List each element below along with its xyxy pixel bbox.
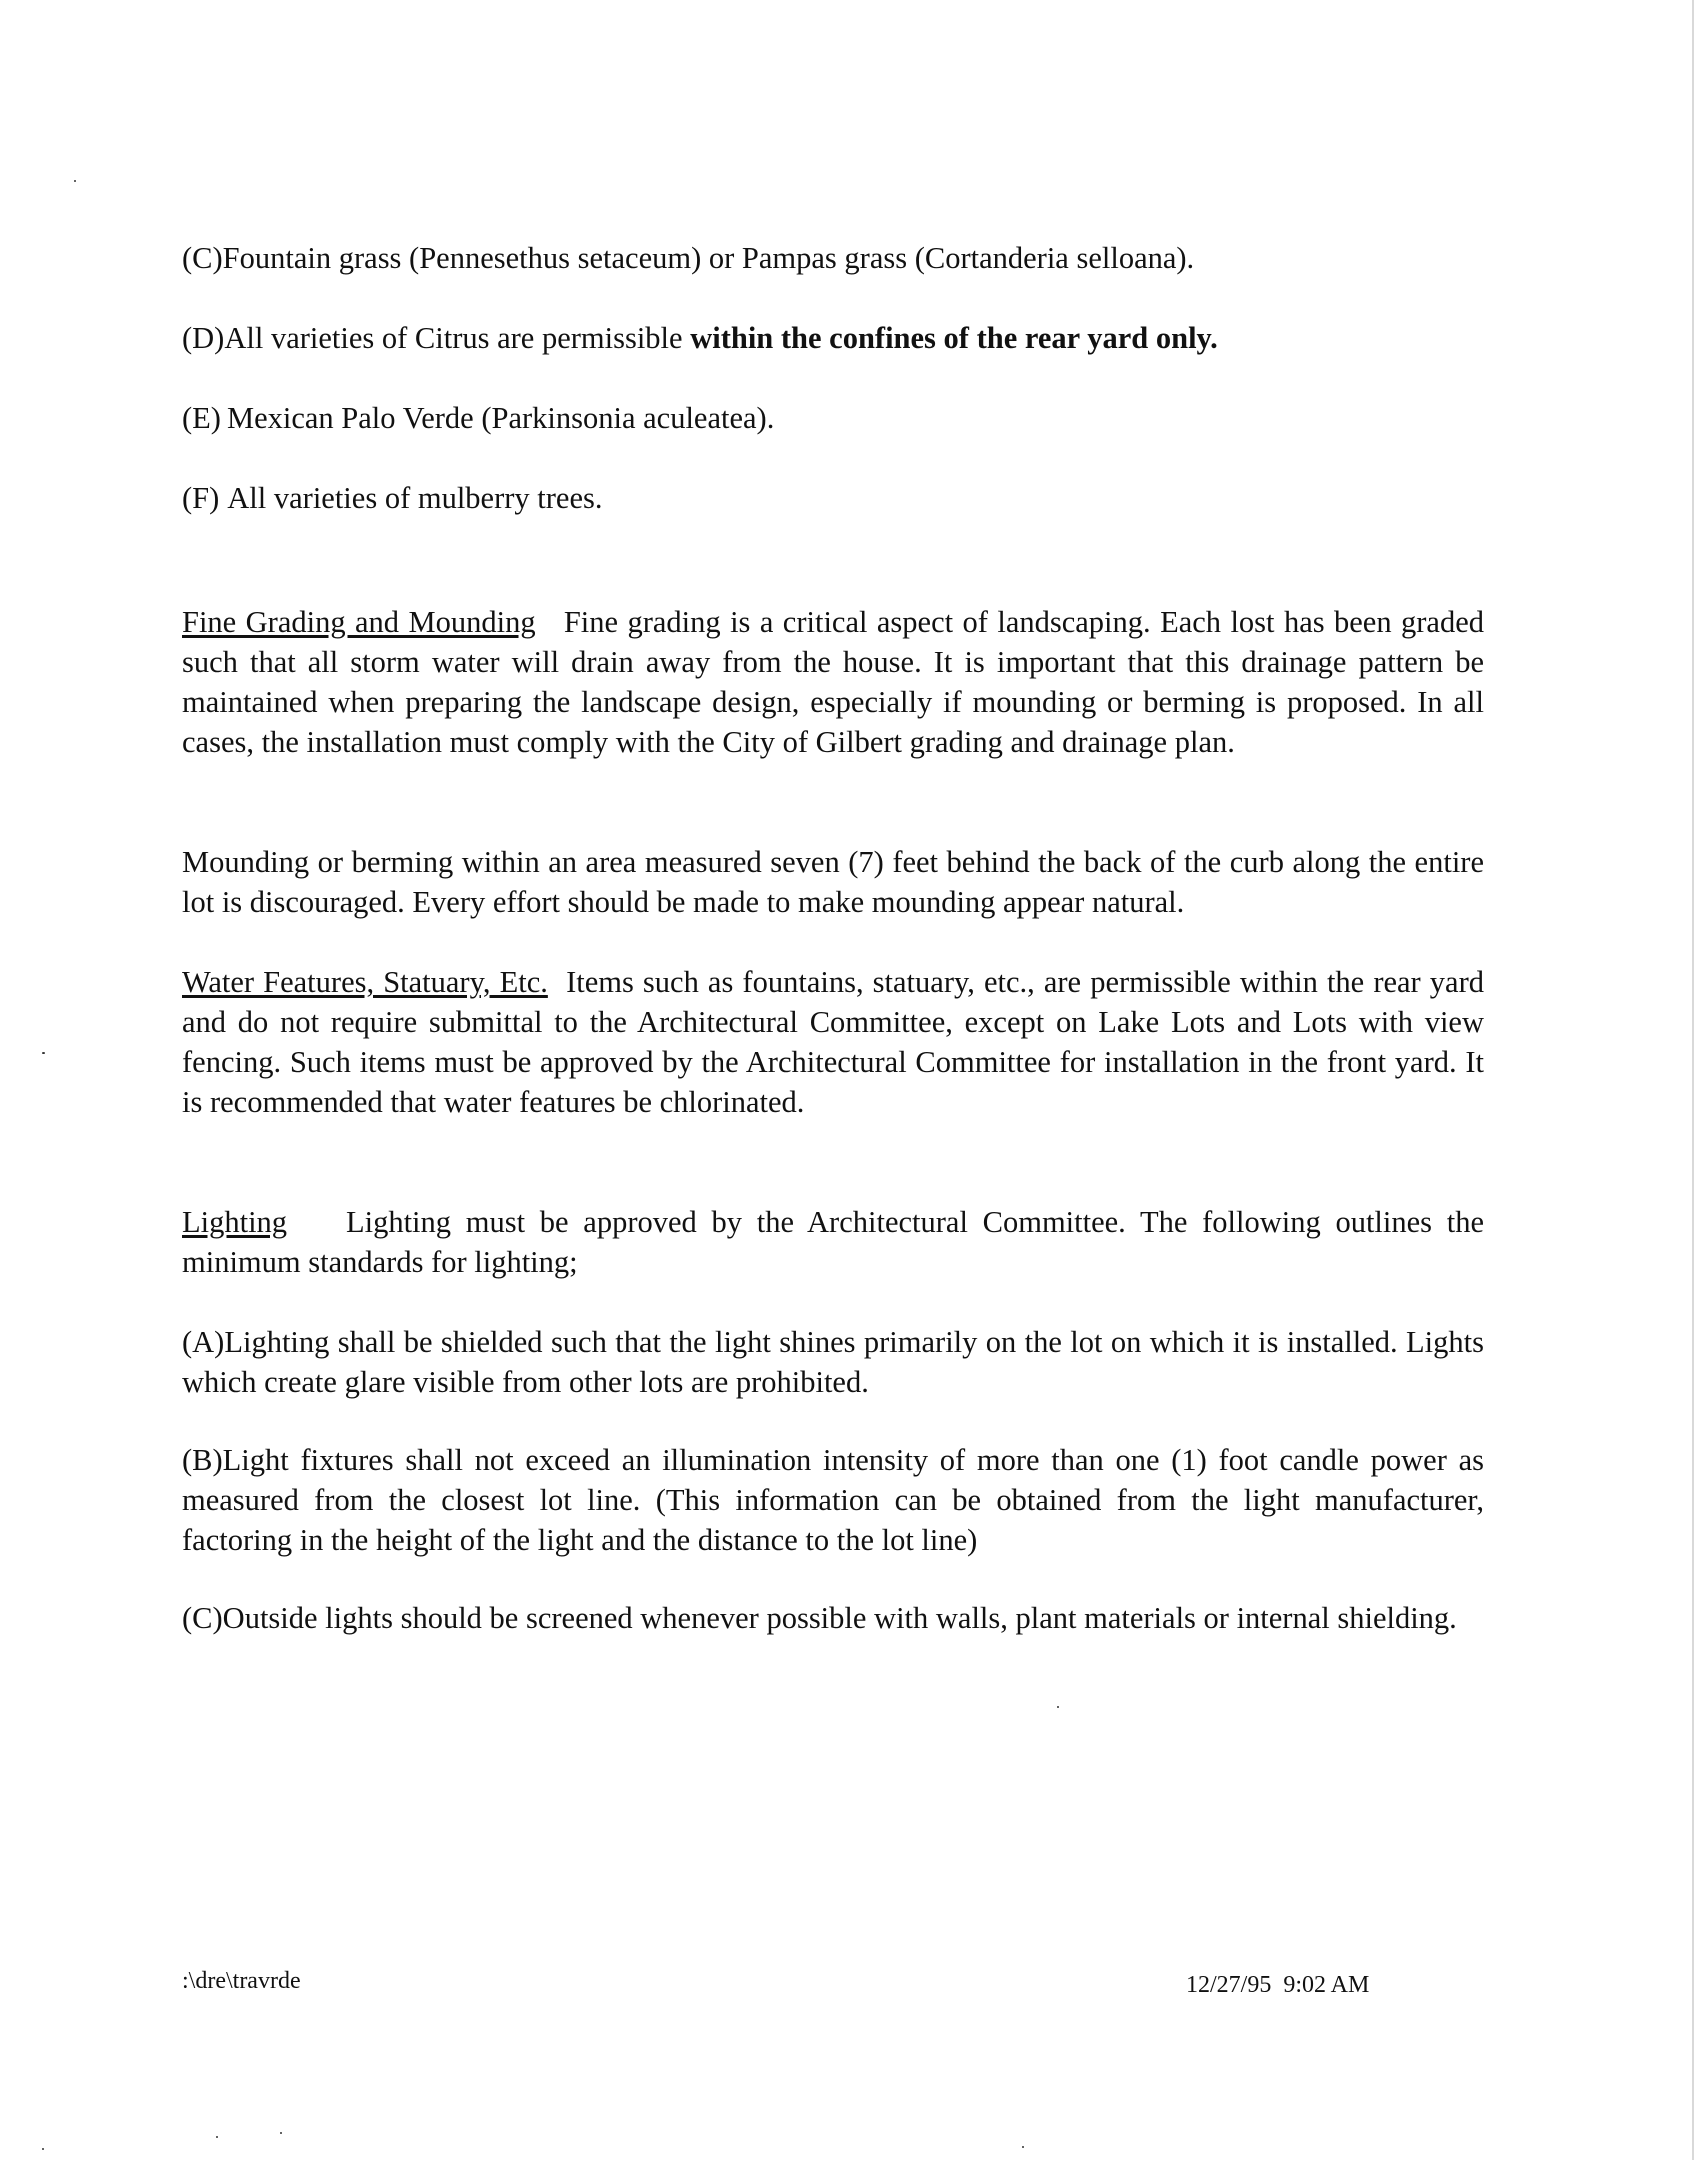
lighting-heading: Lighting bbox=[182, 1205, 288, 1239]
list-text: Mexican Palo Verde (Parkinsonia aculeatea). bbox=[226, 401, 775, 435]
scan-speck bbox=[216, 2136, 218, 2138]
list-text: Outside lights should be screened whenever possible with walls, plant materials or internal shielding. bbox=[222, 1601, 1457, 1635]
grading-heading: Fine Grading and Mounding bbox=[182, 605, 536, 639]
list-text-bold: within the confines of the rear yard only. bbox=[690, 321, 1218, 355]
water-heading: Water Features, Statuary, Etc. bbox=[182, 965, 548, 999]
list-label: (E) bbox=[182, 401, 221, 435]
list-item-f bbox=[182, 478, 1484, 518]
water-paragraph bbox=[182, 962, 1484, 1122]
list-label: (B) bbox=[182, 1443, 223, 1477]
list-text: Light fixtures shall not exceed an illumination intensity of more than one (1) foot candle power as measured from the closest lot line. (This information can be obtained from the light manufacturer, factoring in the height of the light and the distance to the lot line) bbox=[182, 1443, 1484, 1557]
list-label: (F) bbox=[182, 481, 220, 515]
lighting-item-a bbox=[182, 1322, 1484, 1402]
list-label: (C) bbox=[182, 1601, 223, 1635]
list-item-c bbox=[182, 238, 1484, 278]
scan-speck bbox=[42, 2148, 44, 2150]
lighting-body: Lighting must be approved by the Architectural Committee. The following outlines the minimum standards for lighting; bbox=[182, 1205, 1485, 1279]
lighting-paragraph bbox=[182, 1202, 1484, 1282]
list-text bbox=[224, 318, 1217, 358]
list-item-d bbox=[182, 318, 1484, 358]
footer-datetime: 12/27/95 9:02 AM bbox=[1186, 1972, 1370, 1998]
lighting-item-c bbox=[182, 1598, 1484, 1638]
scan-speck bbox=[280, 2132, 282, 2134]
list-text: Lighting shall be shielded such that the light shines primarily on the lot on which it is installed. Lights which create glare visible from other lots are prohibited. bbox=[182, 1325, 1484, 1399]
lighting-item-b bbox=[182, 1440, 1484, 1560]
scan-speck bbox=[42, 1052, 45, 1054]
list-label: (C) bbox=[182, 241, 223, 275]
list-text: Fountain grass (Pennesethus setaceum) or Pampas grass (Cortanderia selloana). bbox=[222, 241, 1195, 275]
scan-edge bbox=[1692, 0, 1694, 2160]
grading-paragraph bbox=[182, 602, 1484, 762]
list-label: (D) bbox=[182, 321, 225, 355]
list-label: (A) bbox=[182, 1325, 225, 1359]
footer-path: :\dre\travrde bbox=[182, 1968, 301, 1994]
list-text: All varieties of mulberry trees. bbox=[227, 481, 603, 515]
list-text-plain: All varieties of Citrus are permissible bbox=[224, 321, 691, 355]
scan-speck bbox=[1022, 2146, 1024, 2148]
scan-speck bbox=[74, 180, 76, 182]
mounding-body: Mounding or berming within an area measured seven (7) feet behind the back of the curb along the entire lot is discouraged. Every effort should be made to make mounding appear natural. bbox=[182, 845, 1484, 919]
mounding-paragraph bbox=[182, 842, 1484, 922]
scan-speck bbox=[1057, 1706, 1059, 1708]
list-item-e bbox=[182, 398, 1484, 438]
grading-body: Fine grading is a critical aspect of landscaping. Each lost has been graded such that all storm water will drain away from the house. It is important that this drainage pattern be maintained when preparing the landscape design, especially if mounding or berming is proposed. In all cases, the installation must comply with the City of Gilbert grading and drainage plan. bbox=[182, 605, 1484, 759]
water-body: Items such as fountains, statuary, etc., are permissible within the rear yard and do not require submittal to the Architectural Committee, except on Lake Lots and Lots with view fencing. Such items must be approved by the Architectural Committee for installation in the front yard. It is recommended that water features be chlorinated. bbox=[182, 965, 1484, 1119]
